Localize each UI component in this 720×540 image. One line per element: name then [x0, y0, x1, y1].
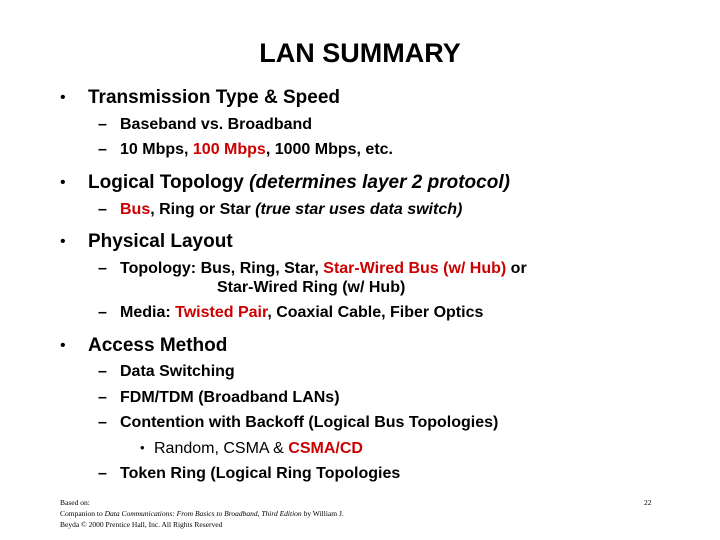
- dash-icon: –: [98, 116, 107, 133]
- dash-icon: –: [98, 260, 107, 277]
- item-bus-ring-star: [120, 201, 462, 219]
- footer-book-title: Data Communications: From Basics to Broadband, Third Edition: [104, 509, 302, 518]
- media-highlight: Twisted Pair: [175, 304, 268, 321]
- heading-note: (determines layer 2 protocol): [249, 172, 510, 193]
- bullet-icon: •: [60, 174, 66, 191]
- item-token-ring: Token Ring (Logical Ring Topologies: [120, 465, 401, 482]
- dash-icon: –: [98, 201, 107, 218]
- slide-title: LAN SUMMARY: [259, 38, 461, 68]
- topology-text: Topology: Bus, Ring, Star,: [120, 260, 324, 277]
- item-fdm-tdm: FDM/TDM (Broadband LANs): [120, 389, 340, 406]
- topology-or: or: [506, 260, 527, 277]
- dash-icon: –: [98, 465, 107, 482]
- media-text-rest: , Coaxial Cable, Fiber Optics: [267, 304, 484, 321]
- item-topology: [120, 260, 527, 278]
- csma-cd-highlight: CSMA/CD: [288, 440, 363, 457]
- heading-logical-topology: [88, 172, 510, 194]
- bullet-icon: •: [60, 233, 66, 250]
- bullet-icon: •: [140, 440, 145, 455]
- footer-line1: Based on:: [60, 498, 90, 507]
- item-speeds: [120, 141, 393, 159]
- dash-icon: –: [98, 389, 107, 406]
- speed-text-rest: , 1000 Mbps, etc.: [265, 141, 393, 158]
- footer-credit: [60, 497, 344, 530]
- footer-author: by William J.: [301, 509, 344, 518]
- bullet-icon: •: [60, 89, 66, 106]
- bullet-icon: •: [60, 337, 66, 354]
- dash-icon: –: [98, 304, 107, 321]
- heading-transmission: Transmission Type & Speed: [88, 87, 341, 108]
- item-media: [120, 304, 483, 322]
- item-contention: Contention with Backoff (Logical Bus Topologies): [120, 414, 499, 431]
- media-text: Media:: [120, 304, 176, 321]
- dash-icon: –: [98, 414, 107, 431]
- speed-text: 10 Mbps,: [120, 141, 193, 158]
- item-data-switching: Data Switching: [120, 363, 235, 380]
- footer-text: Companion to: [60, 509, 105, 518]
- heading-text: Logical Topology: [88, 172, 250, 193]
- page-number: 22: [644, 498, 652, 507]
- csma-text: Random, CSMA &: [154, 440, 289, 457]
- bus-highlight: Bus: [120, 201, 151, 218]
- heading-access-method: Access Method: [88, 335, 228, 356]
- topology-highlight: Star-Wired Bus (w/ Hub): [323, 260, 507, 277]
- switch-note: (true star uses data switch): [255, 201, 463, 218]
- footer-line3: Beyda © 2000 Prentice Hall, Inc. All Rights Reserved: [60, 520, 223, 529]
- dash-icon: –: [98, 141, 107, 158]
- item-baseband: Baseband vs. Broadband: [120, 116, 313, 133]
- ring-star-text: , Ring or Star: [150, 201, 256, 218]
- speed-highlight: 100 Mbps: [192, 141, 266, 158]
- footer-line2: [60, 508, 344, 519]
- heading-physical-layout: Physical Layout: [88, 231, 233, 252]
- dash-icon: –: [98, 363, 107, 380]
- item-topology-line2: Star-Wired Ring (w/ Hub): [217, 279, 406, 296]
- subitem-csma: [154, 440, 363, 458]
